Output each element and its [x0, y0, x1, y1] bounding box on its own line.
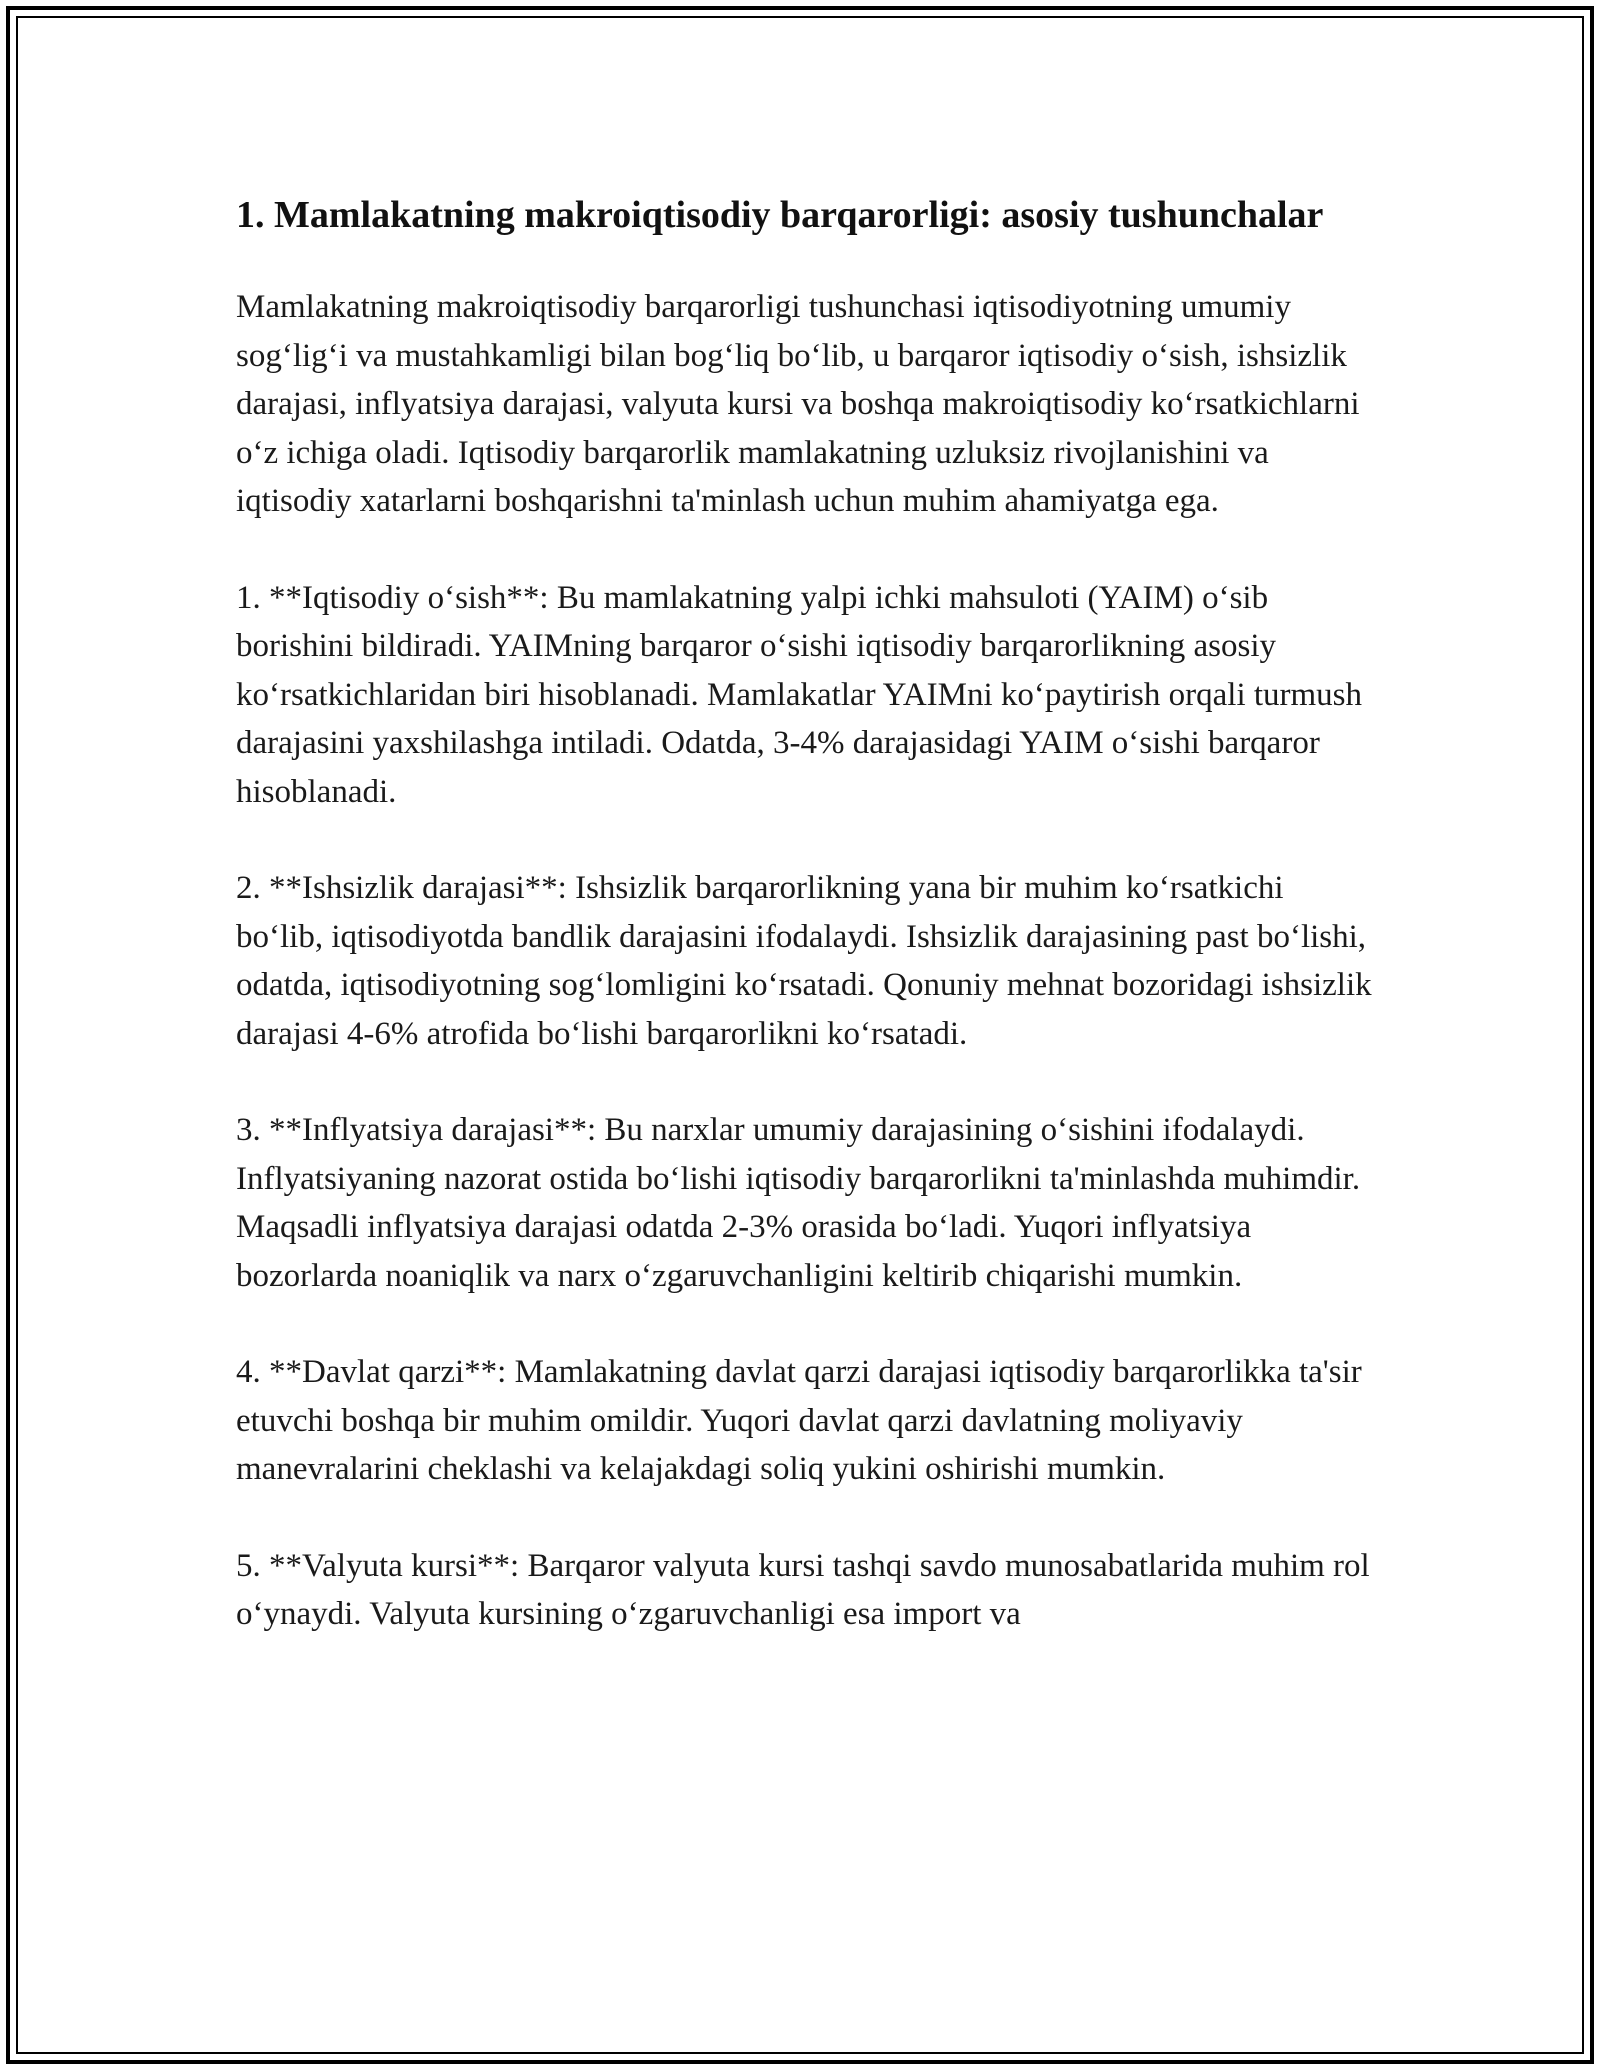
intro-paragraph: Mamlakatning makroiqtisodiy barqarorligi tushunchasi iqtisodiyotning umumiy sog‘lig‘i va mustahkamligi bilan bog‘liq bo‘lib, u barqaror iqtisodiy o‘sish, ishsizlik darajasi, inflyatsiya darajasi, valyuta kursi va boshqa makroiqtisodiy ko‘rsatkichlarni o‘z ichiga oladi. Iqtisodiy barqarorlik mamlakatning uzluksiz rivojlanishini va iqtisodiy xatarlarni boshqarishni ta'minlash uchun muhim ahamiyatga ega. [236, 289, 1360, 519]
list-item-exchange-rate: 5. **Valyuta kursi**: Barqaror valyuta kursi tashqi savdo munosabatlarida muhim rol o‘ynaydi. Valyuta kursining o‘zgaruvchanligi esa import va [236, 1547, 1370, 1632]
list-item-inflation: 3. **Inflyatsiya darajasi**: Bu narxlar umumiy darajasining o‘sishini ifodalaydi. Inflyatsiyaning nazorat ostida bo‘lishi iqtisodiy barqarorlikni ta'minlashda muhimdir. Maqsadli inflyatsiya darajasi odatda 2-3% orasida bo‘ladi. Yuqori inflyatsiya bozorlarda noaniqlik va narx o‘zgaruvchanligini keltirib chiqarishi mumkin. [236, 1112, 1361, 1294]
list-item-economic-growth: 1. **Iqtisodiy o‘sish**: Bu mamlakatning yalpi ichki mahsuloti (YAIM) o‘sib borishini bildiradi. YAIMning barqaror o‘sishi iqtisodiy barqarorlikning asosiy ko‘rsatkichlaridan biri hisoblanadi. Mamlakatlar YAIMni ko‘paytirish orqali turmush darajasini yaxshilashga intiladi. Odatda, 3-4% darajasidagi YAIM o‘sishi barqaror hisoblanadi. [236, 579, 1363, 810]
document-body [236, 188, 1376, 1687]
list-item-unemployment: 2. **Ishsizlik darajasi**: Ishsizlik barqarorlikning yana bir muhim ko‘rsatkichi bo‘lib, iqtisodiyotda bandlik darajasini ifodalaydi. Ishsizlik darajasining past bo‘lishi, odatda, iqtisodiyotning sog‘lomligini ko‘rsatadi. Qonuniy mehnat bozoridagi ishsizlik darajasi 4-6% atrofida bo‘lishi barqarorlikni ko‘rsatadi. [236, 870, 1372, 1052]
section-heading: 1. Mamlakatning makroiqtisodiy barqarorligi: asosiy tushunchalar [236, 194, 1324, 236]
list-item-public-debt: 4. **Davlat qarzi**: Mamlakatning davlat qarzi darajasi iqtisodiy barqarorlikka ta'sir etuvchi boshqa bir muhim omildir. Yuqori davlat qarzi davlatning moliyaviy manevralarini cheklashi va kelajakdagi soliq yukini oshirishi mumkin. [236, 1354, 1362, 1487]
